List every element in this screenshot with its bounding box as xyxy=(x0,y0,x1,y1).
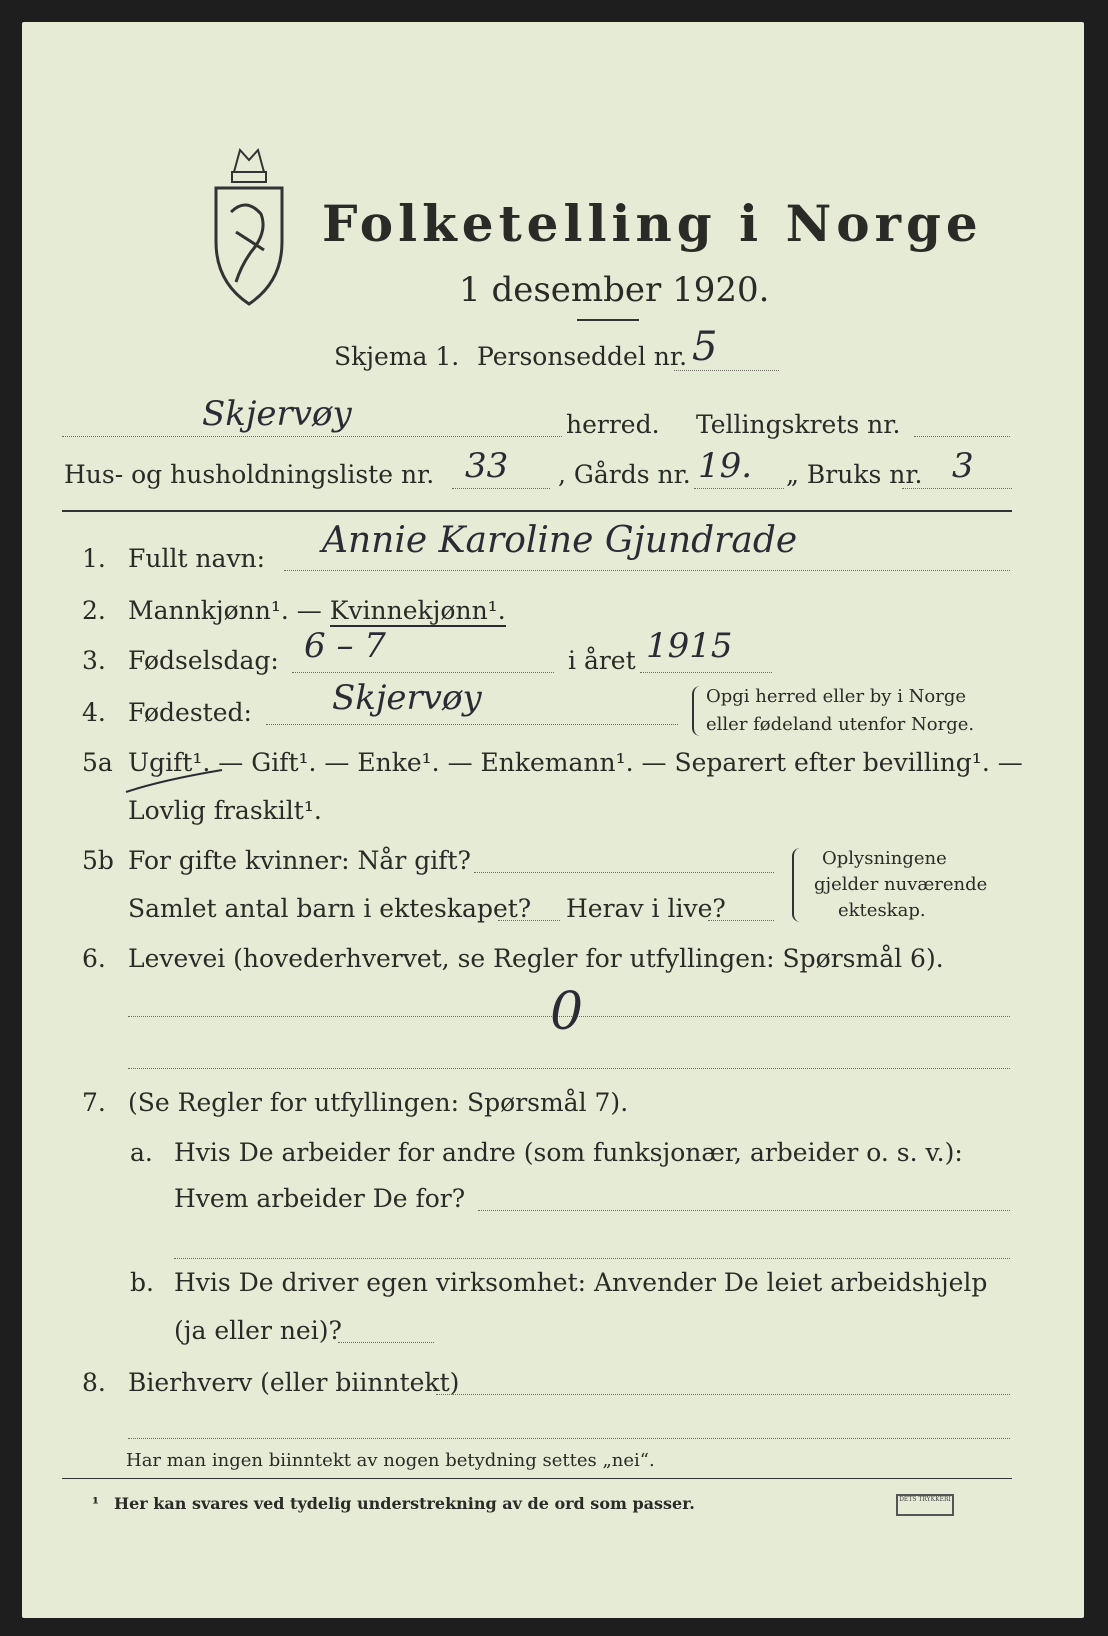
q4-number: 4. xyxy=(82,698,106,727)
q4-label: Fødested: xyxy=(128,698,252,727)
tellingskrets-label: Tellingskrets nr. xyxy=(696,410,901,439)
census-date: 1 desember 1920. xyxy=(459,270,770,310)
q8-line-1 xyxy=(436,1394,1010,1395)
q2-mannkjonn: Mannkjønn¹. — xyxy=(128,596,330,625)
q5b-number: 5b xyxy=(82,846,114,875)
q2-options xyxy=(128,596,506,625)
q8-line-2 xyxy=(128,1438,1010,1439)
q4-note-2: eller fødeland utenfor Norge. xyxy=(706,714,975,735)
q5b-married-line xyxy=(474,872,774,873)
q5b-alive-line xyxy=(708,920,774,921)
q5b-line1: For gifte kvinner: Når gift? xyxy=(128,846,471,875)
gards-value: 19. xyxy=(698,446,753,486)
q3-line xyxy=(292,672,554,673)
coat-of-arms-icon xyxy=(206,142,292,312)
q4-note-1: Opgi herred eller by i Norge xyxy=(706,686,967,707)
q6-line-2 xyxy=(128,1068,1010,1069)
gards-line xyxy=(694,488,784,489)
personseddel-value: 5 xyxy=(692,324,718,370)
q7b-line xyxy=(338,1342,434,1343)
q3-year-line xyxy=(640,672,772,673)
q5b-note-1: Oplysningene xyxy=(822,848,947,869)
q5a-line1: Ugift¹. — Gift¹. — Enke¹. — Enkemann¹. — Separert efter bevilling¹. — xyxy=(128,748,1023,777)
q5b-note-3: ekteskap. xyxy=(838,900,926,921)
q7a-line2: Hvem arbeider De for? xyxy=(174,1184,466,1213)
q5a-number: 5a xyxy=(82,748,113,777)
form-title: Folketelling i Norge xyxy=(322,194,983,253)
census-form xyxy=(22,22,1084,1618)
personseddel-label: Personseddel nr. xyxy=(477,342,688,371)
gards-label: , Gårds nr. xyxy=(558,460,691,489)
q3-value: 6 – 7 xyxy=(304,626,386,666)
q1-line xyxy=(284,570,1010,571)
q6-value: 0 xyxy=(550,982,584,1042)
footnote-text: Her kan svares ved tydelig understrekning av de ord som passer. xyxy=(114,1494,695,1513)
q3-label: Fødselsdag: xyxy=(128,646,279,675)
divider xyxy=(577,319,639,321)
personseddel-line xyxy=(674,370,779,371)
footnote-number: ¹ xyxy=(92,1494,100,1513)
q7-label: (Se Regler for utfyllingen: Spørsmål 7). xyxy=(128,1088,629,1117)
q7b-line2: (ja eller nei)? xyxy=(174,1316,342,1345)
q3-number: 3. xyxy=(82,646,106,675)
printer-stamp: DETS TRYKKERI xyxy=(896,1494,954,1516)
q5b-children-line xyxy=(498,920,560,921)
q8-label: Bierhverv (eller biinntekt) xyxy=(128,1368,460,1397)
herred-line xyxy=(62,436,562,437)
q1-value: Annie Karoline Gjundrade xyxy=(322,520,798,561)
q7-number: 7. xyxy=(82,1088,106,1117)
herred-value: Skjervøy xyxy=(202,394,352,434)
q8-number: 8. xyxy=(82,1368,106,1397)
q3-year-value: 1915 xyxy=(646,626,733,666)
tellingskrets-line xyxy=(914,436,1010,437)
q4-brace xyxy=(692,686,702,736)
q5b-children-label: Samlet antal barn i ekteskapet? xyxy=(128,894,532,923)
herred-label: herred. xyxy=(566,410,660,439)
q3-year-label: i året xyxy=(568,646,636,675)
q5b-alive-label: Herav i live? xyxy=(566,894,726,923)
q7a-number: a. xyxy=(130,1138,153,1167)
q7a-line1: Hvis De arbeider for andre (som funksjonær, arbeider o. s. v.): xyxy=(174,1138,963,1167)
q4-line xyxy=(266,724,678,725)
q7a-line-2 xyxy=(174,1258,1010,1259)
husliste-line xyxy=(452,488,550,489)
q7b-line1: Hvis De driver egen virksomhet: Anvender De leiet arbeidshjelp xyxy=(174,1268,988,1297)
q6-number: 6. xyxy=(82,944,106,973)
q5a-ugift-underline xyxy=(122,762,232,798)
skjema-label: Skjema 1. xyxy=(334,342,460,371)
bruks-label: „ Bruks nr. xyxy=(786,460,923,489)
q1-number: 1. xyxy=(82,544,106,573)
q5b-note-2: gjelder nuværende xyxy=(814,874,988,895)
q1-label: Fullt navn: xyxy=(128,544,266,573)
bruks-value: 3 xyxy=(952,446,974,486)
header-rule xyxy=(62,510,1012,512)
husliste-value: 33 xyxy=(465,446,509,486)
footer-rule xyxy=(62,1478,1012,1479)
bruks-line xyxy=(902,488,1012,489)
q2-number: 2. xyxy=(82,596,106,625)
q5b-brace xyxy=(792,848,802,922)
husliste-label: Hus- og husholdningsliste nr. xyxy=(64,460,435,489)
q4-value: Skjervøy xyxy=(332,678,482,718)
q5a-line2: Lovlig fraskilt¹. xyxy=(128,796,322,825)
q7a-line xyxy=(478,1210,1010,1211)
biinntekt-note: Har man ingen biinntekt av nogen betydning settes „nei“. xyxy=(126,1450,655,1471)
q2-kvinnekjonn-underlined: Kvinnekjønn¹. xyxy=(329,596,506,625)
q6-label: Levevei (hovederhvervet, se Regler for utfyllingen: Spørsmål 6). xyxy=(128,944,944,973)
q7b-number: b. xyxy=(130,1268,154,1297)
